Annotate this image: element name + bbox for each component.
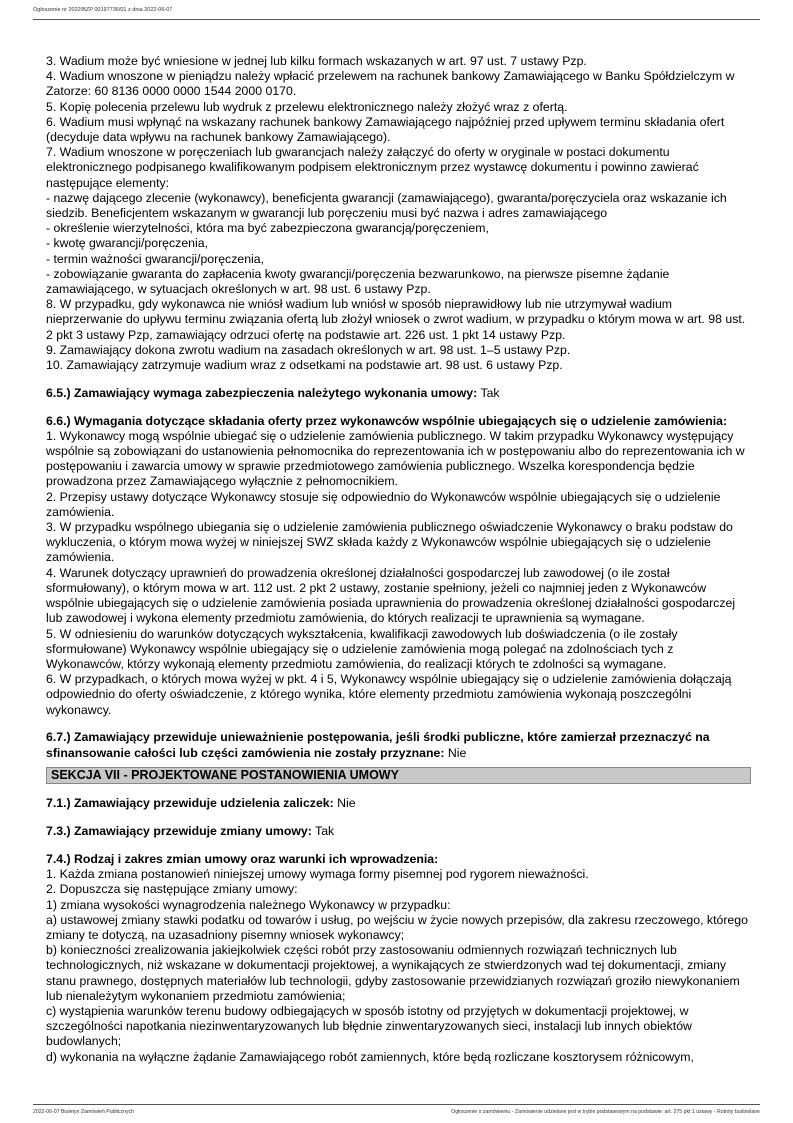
- paragraph: 1) zmiana wysokości wynagrodzenia należnego Wykonawcy w przypadku:: [46, 897, 451, 912]
- section-7-1: [46, 796, 751, 811]
- field-value: Tak: [315, 824, 335, 839]
- section-heading: SEKCJA VII - PROJEKTOWANE POSTANOWIENIA UMOWY: [46, 767, 751, 784]
- section-7-4-label: 7.4.) Rodzaj i zakres zmian umowy oraz warunki ich wprowadzenia:: [46, 851, 439, 866]
- paragraph: 3. Wadium może być wniesione w jednej lub kilku formach wskazanych w art. 97 ust. 7 ustawy Pzp.: [46, 54, 587, 68]
- field-label: 7.3.) Zamawiający przewiduje zmiany umowy:: [46, 824, 312, 839]
- paragraph: 1. Każda zmiana postanowień niniejszej umowy wymaga formy pisemnej pod rygorem nieważności.: [46, 867, 589, 882]
- paragraph: 9. Zamawiający dokona zwrotu wadium na zasadach określonych w art. 98 ust. 1–5 ustawy Pzp.: [46, 342, 571, 357]
- paragraph: 6. Wadium musi wpłynąć na wskazany rachunek bankowy Zamawiającego najpóźniej przed upływem terminu składania ofert (decyduje data wpływu na rachunek bankowy Zamawiającego).: [46, 114, 725, 145]
- paragraph: 4. Wadium wnoszone w pieniądzu należy wpłacić przelewem na rachunek bankowy Zamawiającego w Banku Spółdzielczym w Zatorze: 60 8136 0000 0000 1544 2000 0170.: [46, 69, 735, 99]
- section-6-6-label: 6.6.) Wymagania dotyczące składania oferty przez wykonawców wspólnie ubiegających się o udzielenie zamówienia:: [46, 413, 728, 428]
- section-6-5: [46, 386, 751, 401]
- paragraph: - określenie wierzytelności, która ma być zabezpieczona gwarancją/poręczeniem,: [46, 221, 489, 236]
- paragraph: 5. W odniesieniu do warunków dotyczących wykształcenia, kwalifikacji zawodowych lub doświadczenia (o ile zostały sformułowane) Wykonawcy wspólnie ubiegający się o udzielenie zamówienia mogą polegać na zdolnościach tych z Wykonawców, którzy wykonają elementy przedmiotu zamówienia, do realizacji których te zdolności są wymagane.: [46, 626, 678, 671]
- paragraph: b) konieczności zrealizowania jakiejkolwiek części robót przy zastosowaniu odmiennych rozwiązań technicznych lub technologicznych, niż wskazane w dokumentacji projektowej, a wynikających ze stwierdzonych wad tej dokumentacji, zmiany stanu prawnego, dostępnych materiałów lub technologii, gdyby zastosowanie przewidzianych rozwiązań groziło niewykonaniem lub nienależytym wykonaniem przedmiotu zamówienia;: [46, 943, 740, 1003]
- paragraph: 1. Wykonawcy mogą wspólnie ubiegać się o udzielenie zamówienia publicznego. W takim przypadku Wykonawcy występujący wspólnie są zobowiązani do ustanowienia pełnomocnika do reprezentowania ich w postępowaniu albo do reprezentowania ich w postępowaniu i zawarcia umowy w sprawie przedmiotowego zamówienia publicznego. Wszelka korespondencja będzie prowadzona przez Zamawiającego wyłącznie z pełnomocnikiem.: [46, 428, 745, 489]
- paragraph: 3. W przypadku wspólnego ubiegania się o udzielenie zamówienia publicznego oświadczenie Wykonawcy o braku podstaw do wykluczenia, o którym mowa wyżej w niniejszej SWZ składa każdy z Wykonawców wspólnie ubiegających się o udzielenie zamówienia.: [46, 520, 733, 565]
- section-7-3: [46, 824, 751, 839]
- field-label: 6.5.) Zamawiający wymaga zabezpieczenia należytego wykonania umowy:: [46, 385, 478, 400]
- page-header: Ogłoszenie nr 2022/BZP 00197736/01 z dnia 2022-06-07: [33, 7, 760, 20]
- paragraph: 10. Zamawiający zatrzymuje wadium wraz z odsetkami na podstawie art. 98 ust. 6 ustawy Pzp.: [46, 358, 563, 373]
- field-value: Tak: [480, 385, 500, 400]
- section-6-7: [46, 730, 751, 760]
- footer-left: 2022-06-07 Biuletyn Zamówień Publicznych: [33, 1109, 134, 1115]
- paragraph: 2. Przepisy ustawy dotyczące Wykonawcy stosuje się odpowiednio do Wykonawców wspólnie ubiegających się o udzielenie zamówienia.: [46, 489, 721, 519]
- document-body: [46, 54, 751, 1065]
- paragraph: - termin ważności gwarancji/poręczenia,: [46, 251, 265, 266]
- paragraph: d) wykonania na wyłączne żądanie Zamawiającego robót zamiennych, które będą rozliczane kosztorysem różnicowym,: [46, 1049, 694, 1064]
- paragraph: a) ustawowej zmiany stawki podatku od towarów i usług, po wejściu w życie nowych przepisów, dla zakresu rzeczowego, którego zmiany te dotyczą, na uzasadniony pisemny wniosek wykonawcy;: [46, 912, 748, 942]
- field-label: 7.1.) Zamawiający przewiduje udzielenia zaliczek:: [46, 796, 334, 811]
- paragraph: - nazwę dającego zlecenie (wykonawcy), beneficjenta gwarancji (zamawiającego), gwaranta/poręczyciela oraz wskazanie ich siedzib. Beneficjentem wskazanym w gwarancji lub poręczeniu musi być nazwa i adres zamawiającego: [46, 190, 727, 221]
- field-value: Nie: [337, 796, 356, 811]
- wadium-block: [46, 54, 751, 373]
- paragraph: - kwotę gwarancji/poręczenia,: [46, 236, 208, 251]
- footer-right: Ogłoszenie o zamówieniu - Zamówienie udzielane jest w trybie podstawowym na podstawie: art. 275 pkt 1 ustawy - Roboty budowlane: [451, 1109, 760, 1115]
- paragraph: - zobowiązanie gwaranta do zapłacenia kwoty gwarancji/poręczenia bezwarunkowo, na pierwsze pisemne żądanie zamawiającego, w sytuacjach określonych w art. 98 ust. 6 ustawy Pzp.: [46, 266, 670, 297]
- paragraph: 4. Warunek dotyczący uprawnień do prowadzenia określonej działalności gospodarczej lub zawodowej (o ile został sformułowany), o którym mowa w art. 112 ust. 2 pkt 2 ustawy, zostanie spełniony, jeżeli co najmniej jeden z Wykonawców wspólnie ubiegających się o udzielenie zamówienia posiada uprawnienia do prowadzenia określonej działalności gospodarczej lub zawodowej i wykona elementy przedmiotu zamówienia, do których realizacji te uprawnienia są wymagane.: [46, 565, 736, 626]
- field-value: Nie: [447, 745, 467, 760]
- field-label: 6.7.) Zamawiający przewiduje unieważnienie postępowania, jeśli środki publiczne, które zamierzał przeznaczyć na sfinansowanie całości lub części zamówienia nie zostały przyznane:: [46, 730, 710, 760]
- paragraph: 5. Kopię polecenia przelewu lub wydruk z przelewu elektronicznego należy złożyć wraz z ofertą.: [46, 99, 568, 114]
- paragraph: c) wystąpienia warunków terenu budowy odbiegających w sposób istotny od przyjętych w dokumentacji projektowej, w szczególności napotkania niezinwentaryzowanych lub błędnie zinwentaryzowanych sieci, instalacji lub innych obiektów budowlanych;: [46, 1003, 692, 1049]
- paragraph: 8. W przypadku, gdy wykonawca nie wniósł wadium lub wniósł w sposób nieprawidłowy lub nie utrzymywał wadium nieprzerwanie do upływu terminu związania ofertą lub złożył wniosek o zwrot wadium, w przypadku o którym mowa w art. 98 ust. 2 pkt 3 ustawy Pzp, zamawiający odrzuci ofertę na podstawie art. 226 ust. 1 pkt 14 ustawy Pzp.: [46, 297, 746, 342]
- paragraph: 2. Dopuszcza się następujące zmiany umowy:: [46, 882, 298, 897]
- page-footer: [33, 1104, 760, 1115]
- paragraph: 7. Wadium wnoszone w poręczeniach lub gwarancjach należy załączyć do oferty w oryginale w postaci dokumentu elektronicznego podpisanego kwalifikowanym podpisem elektronicznym przez wystawcę dokumentu i powinno zawierać następujące elementy:: [46, 145, 699, 190]
- paragraph: 6. W przypadkach, o których mowa wyżej w pkt. 4 i 5, Wykonawcy wspólnie ubiegający się o udzielenie zamówienia dołączają odpowiednio do oferty oświadczenie, z którego wynika, które elementy przedmiotu zamówienia wykonają poszczególni wykonawcy.: [46, 672, 732, 717]
